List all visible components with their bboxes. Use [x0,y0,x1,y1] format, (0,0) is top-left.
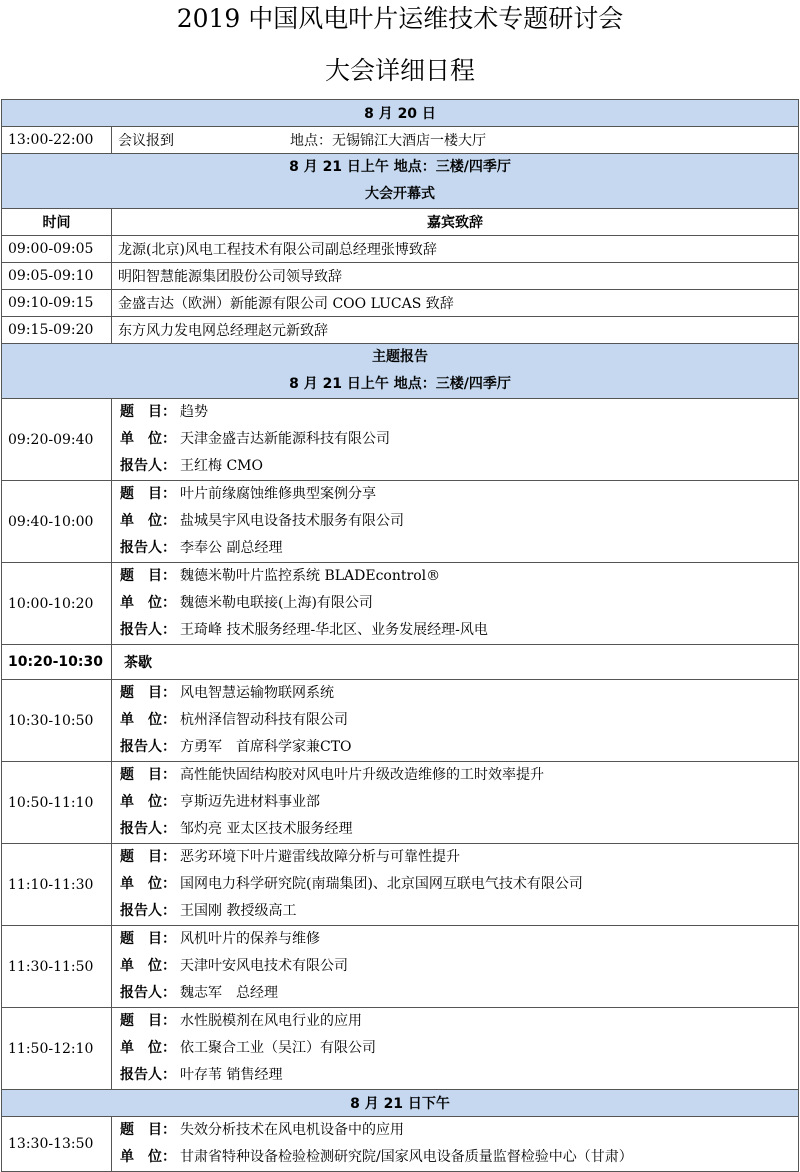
talk-unit-line [118,426,792,453]
talk-speaker-line [118,617,792,644]
speech-text: 明阳智慧能源集团股份公司领导致辞 [112,263,799,290]
topic-label: 题 目： [120,767,176,783]
registration-row [112,127,799,154]
talk-topic-line [118,1008,792,1035]
talk-speaker-line [118,980,792,1007]
tea-break-label: 茶歇 [124,655,152,671]
talk-unit: 依工聚合工业（吴江）有限公司 [180,1040,376,1056]
speaker-label: 报告人： [120,540,176,556]
talk-speaker: 魏志军 总经理 [180,985,278,1001]
speech-row [2,290,799,317]
talk-time: 11:50-12:10 [2,1008,112,1090]
registration-location: 地点：无锡锦江大酒店一楼大厅 [290,133,486,149]
talk-time: 10:30-10:50 [2,680,112,762]
talk-topic: 魏德米勒叶片监控系统 BLADEcontrol® [180,568,441,584]
talk-row [2,844,799,926]
talk-speaker-line [118,816,792,843]
talk-unit-line [118,789,792,816]
talk-unit-line [118,953,792,980]
speech-time: 09:00-09:05 [2,236,112,263]
talk-topic-line [118,1117,792,1144]
talk-row [2,399,799,481]
talk-topic: 水性脱模剂在风电行业的应用 [180,1013,362,1029]
talk-unit-line [118,871,792,898]
talk-speaker: 王国刚 教授级高工 [180,903,297,919]
talk-time: 09:40-10:00 [2,481,112,563]
talk-details [112,1008,799,1090]
talk-details [112,926,799,1008]
speaker-label: 报告人： [120,458,176,474]
speech-time: 09:15-09:20 [2,317,112,344]
talk-row [2,1008,799,1090]
talk-topic: 趋势 [180,404,208,420]
speaker-label: 报告人： [120,1067,176,1083]
talk-speaker: 邹灼亮 亚太区技术服务经理 [180,821,353,837]
talk-speaker: 王琦峰 技术服务经理-华北区、业务发展经理-风电 [180,622,488,638]
talk-topic: 风机叶片的保养与维修 [180,931,320,947]
speech-row [2,317,799,344]
talk-time: 09:20-09:40 [2,399,112,481]
talk-unit: 魏德米勒电联接(上海)有限公司 [180,595,373,611]
keynote-band [2,344,799,399]
page-subtitle: 大会详细日程 [324,56,475,85]
unit-label: 单 位： [120,958,176,974]
talk-details [112,481,799,563]
talk-topic-line [118,926,792,953]
opening-band-line1: 8 月 21 日上午 地点：三楼/四季厅 [289,159,511,175]
talk-details [112,1117,799,1172]
talk-time: 10:00-10:20 [2,563,112,645]
talk-time: 11:30-11:50 [2,926,112,1008]
topic-label: 题 目： [120,685,176,701]
talk-unit: 天津金盛吉达新能源科技有限公司 [180,431,390,447]
talk-unit: 国网电力科学研究院(南瑞集团)、北京国网互联电气技术有限公司 [180,876,583,892]
keynote-band-line1: 主题报告 [372,349,428,365]
talk-details [112,844,799,926]
column-header-time: 时间 [2,209,112,236]
talk-unit: 杭州泽信智动科技有限公司 [180,712,348,728]
talk-time: 10:50-11:10 [2,762,112,844]
speech-text: 金盛吉达（欧洲）新能源有限公司 COO LUCAS 致辞 [112,290,799,317]
talk-speaker: 李奉公 副总经理 [180,540,283,556]
speech-row [2,263,799,290]
talk-topic: 恶劣环境下叶片避雷线故障分析与可靠性提升 [180,849,460,865]
unit-label: 单 位： [120,595,176,611]
talk-topic-line [118,762,792,789]
talk-speaker-line [118,898,792,925]
speaker-label: 报告人： [120,903,176,919]
topic-label: 题 目： [120,931,176,947]
talk-speaker-line [118,453,792,480]
opening-band-line2: 大会开幕式 [365,186,435,202]
talk-details [112,680,799,762]
unit-label: 单 位： [120,1040,176,1056]
speaker-label: 报告人： [120,622,176,638]
talk-row [2,926,799,1008]
speech-text: 东方风力发电网总经理赵元新致辞 [112,317,799,344]
talk-speaker-line [118,734,792,761]
speech-time: 09:05-09:10 [2,263,112,290]
topic-label: 题 目： [120,849,176,865]
unit-label: 单 位： [120,1149,176,1165]
unit-label: 单 位： [120,513,176,529]
speech-time: 09:10-09:15 [2,290,112,317]
talk-unit: 甘肃省特种设备检验检测研究院/国家风电设备质量监督检验中心（甘肃） [180,1149,633,1165]
talk-row [2,680,799,762]
schedule-table [1,99,799,1172]
speech-text: 龙源(北京)风电工程技术有限公司副总经理张博致辞 [112,236,799,263]
tea-time: 10:20-10:30 [2,645,112,680]
talk-unit-line [118,707,792,734]
talk-time: 11:10-11:30 [2,844,112,926]
talk-speaker-line [118,535,792,562]
talk-topic-line [118,844,792,871]
topic-label: 题 目： [120,568,176,584]
speaker-label: 报告人： [120,985,176,1001]
talk-topic-line [118,481,792,508]
talk-unit: 盐城昊宇风电设备技术服务有限公司 [180,513,404,529]
talk-details [112,563,799,645]
talk-topic-line [118,399,792,426]
talk-unit: 亨斯迈先进材料事业部 [180,794,320,810]
talk-topic-line [118,680,792,707]
page-title: 2019 中国风电叶片运维技术专题研讨会 [176,4,624,33]
unit-label: 单 位： [120,431,176,447]
talk-unit-line [118,508,792,535]
talk-details [112,762,799,844]
topic-label: 题 目： [120,404,176,420]
talk-row [2,481,799,563]
talk-speaker-line [118,1062,792,1089]
topic-label: 题 目： [120,1013,176,1029]
talk-time: 13:30-13:50 [2,1117,112,1172]
talk-unit-line [118,1035,792,1062]
talk-speaker: 王红梅 CMO [180,458,263,474]
talk-details [112,399,799,481]
speaker-label: 报告人： [120,821,176,837]
speaker-label: 报告人： [120,739,176,755]
talk-topic-line [118,563,792,590]
talk-topic: 风电智慧运输物联网系统 [180,685,334,701]
day-band-aug20: 8 月 20 日 [2,100,799,127]
registration-time: 13:00-22:00 [2,127,112,154]
topic-label: 题 目： [120,1122,176,1138]
talk-topic: 失效分析技术在风电机设备中的应用 [180,1122,404,1138]
talk-speaker: 方勇军 首席科学家兼CTO [180,739,352,755]
talk-row [2,762,799,844]
tea-break [112,645,799,680]
talk-speaker: 叶存苇 销售经理 [180,1067,283,1083]
talk-unit: 天津叶安风电技术有限公司 [180,958,348,974]
talk-unit-line [118,1144,792,1171]
unit-label: 单 位： [120,794,176,810]
talk-row [2,563,799,645]
column-header-speech: 嘉宾致辞 [112,209,799,236]
opening-band [2,154,799,209]
keynote-band-line2: 8 月 21 日上午 地点：三楼/四季厅 [289,376,511,392]
unit-label: 单 位： [120,876,176,892]
speech-row [2,236,799,263]
talk-topic: 高性能快固结构胶对风电叶片升级改造维修的工时效率提升 [180,767,544,783]
day-band-aug21-pm: 8 月 21 日下午 [2,1090,799,1117]
talk-unit-line [118,590,792,617]
registration-activity: 会议报到 [118,133,174,149]
talk-topic: 叶片前缘腐蚀维修典型案例分享 [180,486,376,502]
unit-label: 单 位： [120,712,176,728]
topic-label: 题 目： [120,486,176,502]
